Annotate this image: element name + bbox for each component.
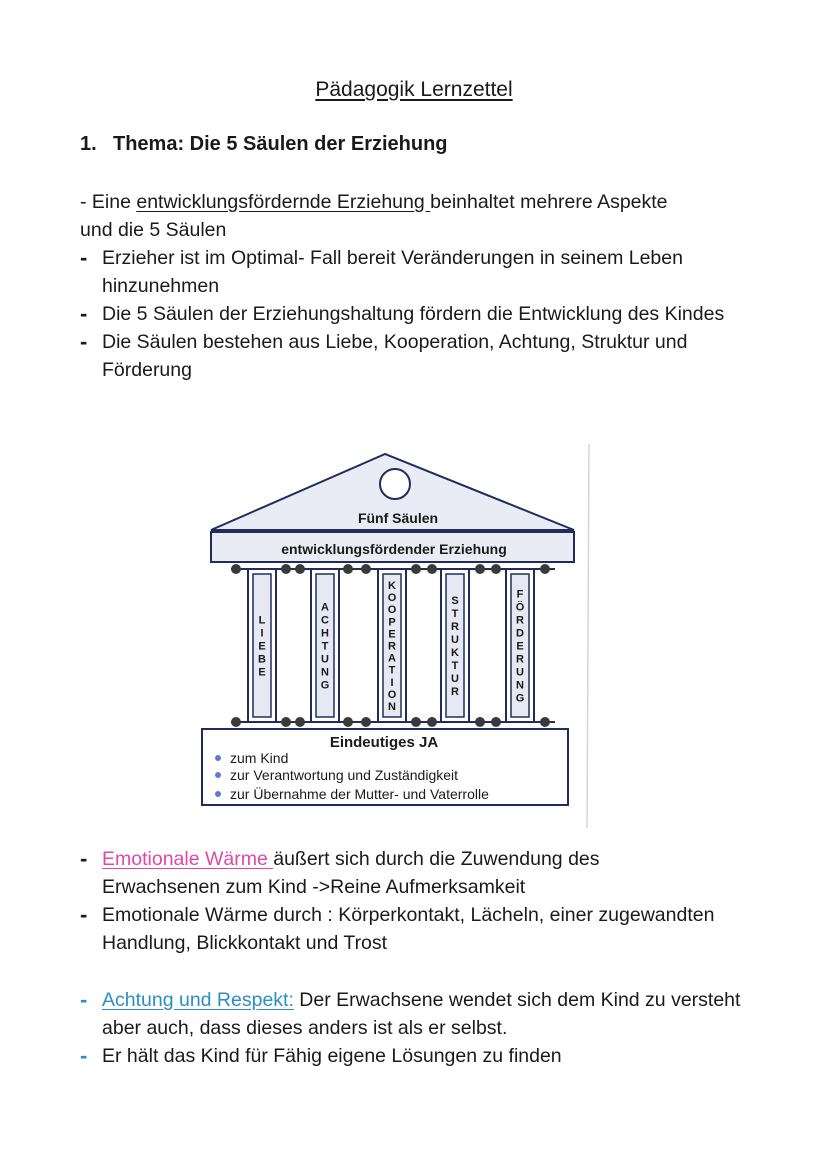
capital-dot xyxy=(491,717,501,727)
svg-text:I: I xyxy=(260,627,264,640)
svg-text:E: E xyxy=(258,666,266,679)
capital-dot xyxy=(475,717,485,727)
svg-text:F: F xyxy=(516,588,524,601)
base-bullet xyxy=(215,772,221,778)
svg-text:U: U xyxy=(516,666,524,679)
svg-text:N: N xyxy=(388,700,396,713)
capital-dot xyxy=(295,717,305,727)
svg-text:D: D xyxy=(516,627,524,640)
svg-text:H: H xyxy=(321,627,329,640)
svg-text:G: G xyxy=(320,679,330,692)
capital-dot xyxy=(295,564,305,574)
svg-text:A: A xyxy=(388,652,396,665)
capital-dot xyxy=(361,564,371,574)
page-title: Pädagogik Lernzettel xyxy=(315,78,513,101)
pillar-liebe xyxy=(248,569,276,722)
intro-prefix: - Eine xyxy=(80,191,137,213)
section-title: Thema: Die 5 Säulen der Erziehung xyxy=(113,133,448,155)
capital-dot xyxy=(540,717,550,727)
capital-dot xyxy=(491,564,501,574)
list-item-text: äußert sich durch die Zuwendung des xyxy=(273,848,600,870)
svg-text:K: K xyxy=(451,647,459,659)
base-item-2: zur Verantwortung und Zuständigkeit xyxy=(230,767,459,783)
svg-text:B: B xyxy=(258,653,266,666)
svg-text:I: I xyxy=(390,676,394,689)
roof-circle xyxy=(380,469,410,499)
capital-dot xyxy=(343,564,353,574)
svg-text:E: E xyxy=(258,640,266,653)
capital-dot xyxy=(427,717,437,727)
intro-rest: beinhaltet mehrere Aspekte xyxy=(430,191,668,213)
svg-text:O: O xyxy=(387,688,397,701)
list-item xyxy=(80,845,770,901)
svg-text:A: A xyxy=(321,601,329,614)
capital-dot xyxy=(343,717,353,727)
bullet-list-1 xyxy=(80,244,770,384)
svg-text:L: L xyxy=(258,614,266,627)
svg-text:O: O xyxy=(387,592,397,605)
svg-text:Ö: Ö xyxy=(515,601,525,614)
pillar-kooperation xyxy=(378,569,406,722)
intro-line2: und die 5 Säulen xyxy=(80,219,227,241)
svg-text:T: T xyxy=(451,660,459,672)
svg-text:R: R xyxy=(451,621,459,633)
list-item: - Emotionale Wärme durch : Körperkontakt, Lächeln, einer zugewandten Handlung, Blickkontakt und Trost xyxy=(80,901,770,957)
capital-dot xyxy=(281,717,291,727)
capital-dot xyxy=(411,564,421,574)
svg-text:P: P xyxy=(388,616,396,629)
list-item: - Er hält das Kind für Fähig eigene Lösungen zu finden xyxy=(80,1042,770,1070)
svg-text:O: O xyxy=(387,604,397,617)
svg-text:U: U xyxy=(451,673,459,685)
svg-text:S: S xyxy=(451,595,459,607)
svg-text:R: R xyxy=(516,653,524,666)
capital-dot xyxy=(281,564,291,574)
svg-text:R: R xyxy=(451,686,459,698)
section-number: 1. xyxy=(80,133,97,155)
roof-text-2: entwicklungsfördender Erziehung xyxy=(281,541,507,557)
svg-text:E: E xyxy=(388,628,396,641)
highlight-respect: Achtung und Respekt: xyxy=(102,989,294,1011)
capital-dot xyxy=(540,564,550,574)
intro-paragraph xyxy=(80,188,760,244)
intro-underlined: entwicklungsfördernde Erziehung xyxy=(136,191,431,213)
pillar-struktur xyxy=(441,569,469,722)
pillar-achtung xyxy=(311,569,339,722)
base-bullet xyxy=(215,755,221,761)
capital-dot xyxy=(475,564,485,574)
roof-text-1: Fünf Säulen xyxy=(357,510,439,526)
base-title: Eindeutiges JA xyxy=(329,734,439,751)
capital-dot xyxy=(231,564,241,574)
capital-dot xyxy=(361,717,371,727)
svg-text:R: R xyxy=(516,614,524,627)
svg-text:U: U xyxy=(321,653,329,666)
capital-dot xyxy=(427,564,437,574)
five-pillars-diagram xyxy=(170,442,595,830)
bullet-list-3 xyxy=(80,986,770,1070)
svg-text:T: T xyxy=(388,664,396,677)
list-item: - Die Säulen bestehen aus Liebe, Kooperation, Achtung, Struktur und Förderung xyxy=(80,328,770,384)
svg-text:K: K xyxy=(388,580,396,593)
svg-text:U: U xyxy=(451,634,459,646)
svg-text:R: R xyxy=(388,640,396,653)
list-item: - Erzieher ist im Optimal- Fall bereit Veränderungen in seinem Leben hinzunehmen xyxy=(80,244,770,300)
svg-text:T: T xyxy=(321,640,329,653)
capital-dot xyxy=(231,717,241,727)
highlight-emotional-warmth: Emotionale Wärme xyxy=(102,848,274,870)
svg-text:G: G xyxy=(515,692,525,705)
base-item-3: zur Übernahme der Mutter- und Vaterrolle xyxy=(230,786,489,802)
svg-text:T: T xyxy=(451,608,459,620)
base-item-1: zum Kind xyxy=(230,750,289,766)
list-item-text: Erwachsenen zum Kind ->Reine Aufmerksamkeit xyxy=(102,876,526,898)
list-item xyxy=(80,986,770,1042)
bullet-list-2 xyxy=(80,845,770,957)
list-item: - Die 5 Säulen der Erziehungshaltung fördern die Entwicklung des Kindes xyxy=(80,300,770,328)
pillar-förderung xyxy=(506,569,534,722)
svg-text:E: E xyxy=(516,640,524,653)
svg-text:N: N xyxy=(321,666,329,679)
list-item-text: Der Erwachsene wendet sich dem Kind zu versteht aber auch, dass dieses anders ist als er selbst. xyxy=(102,989,741,1039)
section-heading xyxy=(80,133,448,156)
base-bullet xyxy=(215,791,221,797)
svg-text:N: N xyxy=(516,679,524,692)
svg-text:C: C xyxy=(321,614,329,627)
capital-dot xyxy=(411,717,421,727)
